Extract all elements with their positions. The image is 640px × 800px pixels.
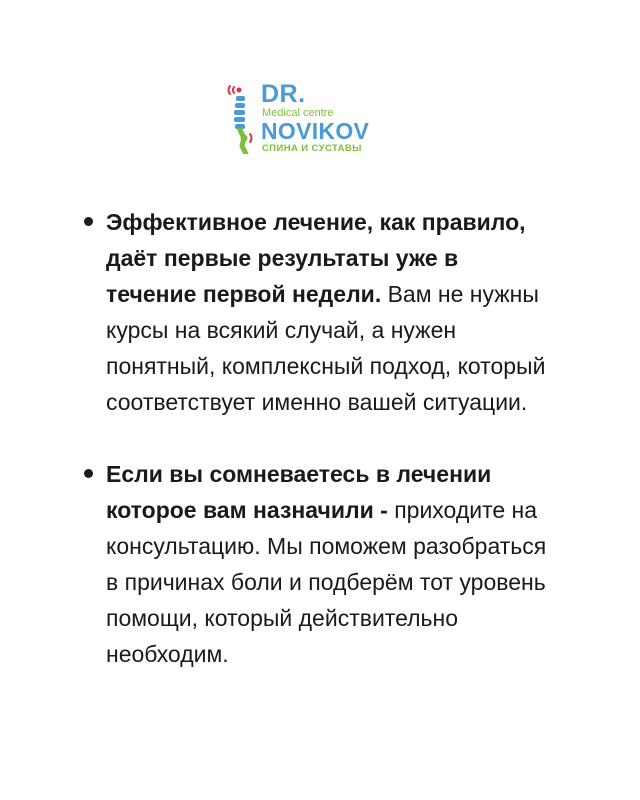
bullet-bold-text: Если вы сомневаетесь в лечении которое вам назначили - — [106, 461, 492, 523]
bullet-item — [82, 204, 552, 420]
bullet-list — [82, 204, 552, 672]
bullet-dot — [84, 217, 93, 226]
bullet-item — [82, 456, 552, 672]
logo-tagline: СПИНА И СУСТАВЫ — [262, 143, 362, 154]
logo-subtitle: Medical centre — [262, 107, 334, 119]
logo-name: NOVIKOV — [261, 118, 370, 144]
bullet-text: приходите на консультацию. Мы поможем разобраться в причинах боли и подберём тот уровень помощи, который действительно необходим. — [106, 497, 547, 667]
bullet-text: Вам не нужны курсы на всякий случай, а нужен понятный, комплексный подход, который соответствует именно вашей ситуации. — [106, 281, 546, 415]
logo-dr-text: DR. — [261, 80, 306, 108]
bullet-dot — [84, 469, 93, 478]
bullet-bold-text: Эффективное лечение, как правило, даёт первые результаты уже в течение первой недели. — [106, 209, 526, 307]
spine-icon — [226, 80, 256, 154]
clinic-logo — [226, 80, 416, 160]
